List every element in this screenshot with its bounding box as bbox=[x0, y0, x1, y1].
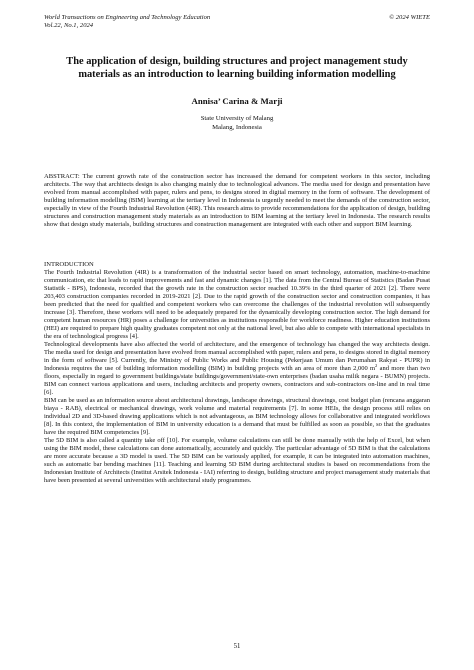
copyright-notice: © 2024 WIETE bbox=[389, 14, 430, 21]
author-names: Annisa’ Carina & Marji bbox=[191, 96, 283, 106]
journal-name: World Transactions on Engineering and Technology Education bbox=[44, 14, 211, 21]
paragraph-2-text-a: Technological developments have also affected the world of architecture, and the emergence of technology has changed the way architects design. The media used for design and presentation have evolved from manual accomplished with paper, rulers and pens, to designs stored in digital memory in the form of software [5]. Currently, the Ministry of Public Works and Public Housing (Pekerjaan Umum dan Perumahan Rakyat - PUPR) in Indonesia requires the use of building information modelling (BIM) in building projects with an area of more than 2,000 m bbox=[44, 340, 430, 372]
page-number: 51 bbox=[233, 643, 241, 650]
journal-volume: Vol.22, No.1, 2024 bbox=[44, 22, 94, 29]
paper-title: The application of design, building structures and project management study materials as an introduction to learning building information modelling bbox=[66, 56, 408, 80]
running-header bbox=[44, 14, 430, 30]
body-paragraph-4: The 5D BIM is also called a quantity take off [10]. For example, volume calculations can still be done manually with the help of Excel, but when using the BIM model, these calculations can done automatically, accurately and quickly. The particular advantage of 5D BIM is that the calculations are more accurate because a 3D model is used. The 5D BIM can be variously applied, for example, it can be integrated into automation machines, such as automatic bar bending machines [11]. Teaching and learning 5D BIM during architectural studies is based on recommendations from the Indonesian Institute of Architects (Institut Arsitek Indonesia - IAI) referring to design, building structure and project management study materials that have been presented at several universities with architectural study programmes. bbox=[44, 436, 430, 484]
paragraph-2-text-b: and more than two floors, especially in regard to government buildings/state buildings/government/state-own enterprises (badan usaha milik negara - BUMN) projects. BIM can connect various applications and users, including architects and property owners, contractors and sub-contractors on-line and in real time [6]. bbox=[44, 364, 430, 396]
affiliation-university: State University of Malang bbox=[200, 115, 274, 122]
journal-info bbox=[44, 14, 210, 30]
section-heading-introduction: INTRODUCTION bbox=[44, 260, 94, 268]
affiliation bbox=[44, 115, 430, 132]
body-paragraph-1: The Fourth Industrial Revolution (4IR) is a transformation of the industrial sector based on smart technology, automation, machine-to-machine communication, etc that leads to rapid improvements and fast and dynamic changes [1]. The data from the Central Bureau of Statistics (Badan Pusat Statistik - BPS), Indonesia, recorded that the growth rate in the construction sector reached 10.39% in the third quarter of 2021 [2]. There were 203,403 construction companies recorded in 2019-2021 [2]. Due to the rapid growth of the construction sector and construction companies, it has been predicted that the need for qualified and competent workers who can overcome the challenges of the industrial revolution will subsequently increase [3]. Therefore, these workers will need to be adequately prepared for the dynamically developing construction sector. The high demand for competent human resources (HR) poses a challenge for universities as institutions responsible for workforce readiness. Higher education institutions (HEI) are required to prepare high quality graduates competent not only at the national level, but also able to compete with international specialists in the era of technological progress [4]. bbox=[44, 268, 430, 340]
abstract: ABSTRACT: The current growth rate of the construction sector has increased the demand for competent workers in this sector, including architects. The way that architects design is also changing mainly due to technological advances. The media used for design and presentation have evolved from manual accomplished with paper, rulers and pens, to designs stored in digital memory in the form of software. The development of building information modelling (BIM) learning at the tertiary level in Indonesia is urgently needed to meet the demands of the construction sector, especially in view of the Fourth Industrial Revolution (4IR). This research aims to provide recommendations for the application of design, building structures and construction management study materials as an introduction to BIM learning at the tertiary level in Indonesia. The research results show that design study materials, building structures and construction management are integrated with each other and support BIM learning. bbox=[44, 173, 430, 229]
affiliation-location: Malang, Indonesia bbox=[212, 123, 262, 131]
body-paragraph-2 bbox=[44, 341, 430, 397]
superscript-2: 2 bbox=[375, 362, 378, 368]
body-paragraph-3: BIM can be used as an information source about architectural drawings, landscape drawings, structural drawings, cost budget plan (rencana anggaran biaya - RAB), electrical or mechanical drawings, work volume and material requirements [7]. In some HEIs, the design process still relies on individual 2D and 3D-based drawing applications which is not advantageous, as BIM technology allows for collaborative and integrated workflows [8]. In this context, the implementation of BIM in university education is a demand that must be fulfilled as soon as possible, so that the graduates have the required BIM competencies [9]. bbox=[44, 396, 430, 436]
